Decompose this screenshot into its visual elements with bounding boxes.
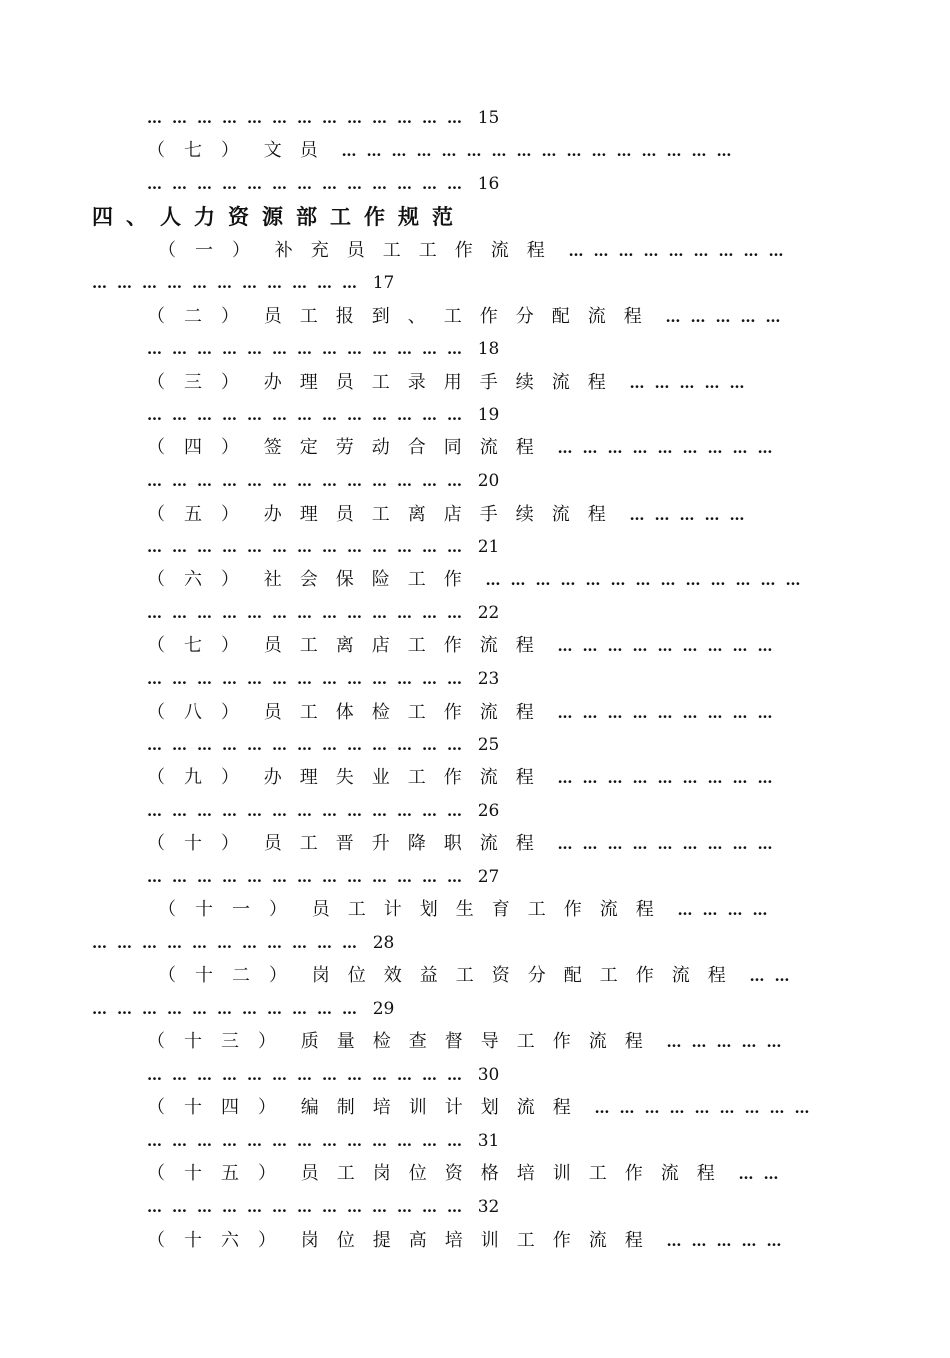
dot-leader: ………………………………… [147, 736, 472, 754]
entry-title: 签定劳动合同流程 [263, 437, 552, 458]
entry-number: （十） [147, 833, 258, 854]
dot-leader: ………… [677, 901, 778, 919]
page-number: 27 [477, 867, 500, 887]
entry-number: （十五） [147, 1163, 295, 1184]
toc-entry[interactable] [147, 140, 741, 162]
page-number: 23 [477, 669, 500, 689]
dot-leader: …………………………… [92, 274, 367, 292]
dot-leader: ………………………………… [147, 802, 472, 820]
toc-dot-leader [147, 404, 499, 426]
toc-dot-leader [147, 1064, 499, 1086]
entry-number: （八） [147, 702, 258, 723]
dot-leader: ……………………… [557, 769, 783, 787]
dot-leader: ………………………………… [147, 406, 472, 424]
toc-entry[interactable] [147, 372, 754, 394]
entry-title: 办理失业工作流程 [263, 767, 552, 788]
entry-number: （十四） [147, 1097, 295, 1118]
entry-title: 员工岗位资格培训工作流程 [300, 1163, 733, 1184]
toc-entry[interactable] [147, 1031, 791, 1053]
entry-title: 文员 [263, 140, 336, 161]
entry-title: 岗位效益工资分配工作流程 [311, 965, 744, 986]
entry-number: （七） [147, 140, 258, 161]
entry-number: （五） [147, 504, 258, 525]
page-number: 29 [372, 999, 395, 1019]
toc-entry[interactable] [147, 437, 782, 459]
toc-entry[interactable] [147, 767, 782, 789]
page-number: 21 [477, 537, 500, 557]
page-number: 20 [477, 471, 500, 491]
dot-leader: …………… [666, 1033, 792, 1051]
dot-leader: ………………………………… [147, 472, 472, 490]
toc-dot-leader [147, 866, 499, 888]
entry-number: （六） [147, 569, 258, 590]
entry-title: 编制培训计划流程 [300, 1097, 589, 1118]
page-number: 18 [477, 339, 500, 359]
toc-dot-leader [147, 1130, 499, 1152]
entry-title: 员工离店工作流程 [263, 635, 552, 656]
entry-title: 员工体检工作流程 [263, 702, 552, 723]
page-number: 22 [477, 603, 500, 623]
toc-entry[interactable] [147, 306, 790, 328]
entry-number: （十三） [147, 1031, 295, 1052]
toc-entry[interactable] [147, 1163, 788, 1185]
dot-leader: ………………………………… [147, 340, 472, 358]
dot-leader: ………………………………… [147, 1198, 472, 1216]
dot-leader: …………………………… [92, 934, 367, 952]
entry-number: （十二） [158, 965, 306, 986]
toc-dot-leader [147, 173, 499, 195]
dot-leader: ………………………………… [147, 1066, 472, 1084]
entry-title: 补充员工工作流程 [274, 240, 563, 261]
entry-title: 员工报到、工作分配流程 [263, 306, 660, 327]
page-number: 17 [372, 273, 395, 293]
dot-leader: …………… [666, 1232, 792, 1250]
dot-leader: ………………………………… [147, 175, 472, 193]
toc-entry[interactable] [147, 702, 782, 724]
page-number: 26 [477, 801, 500, 821]
dot-leader: ………………………………… [147, 109, 472, 127]
entry-title: 岗位提高培训工作流程 [300, 1230, 661, 1251]
entry-title: 质量检查督导工作流程 [300, 1031, 661, 1052]
entry-title: 员工晋升降职流程 [263, 833, 552, 854]
entry-number: （一） [158, 240, 269, 261]
page-number: 15 [477, 108, 500, 128]
entry-title: 办理员工录用手续流程 [263, 372, 624, 393]
dot-leader: ………………………………… [147, 1132, 472, 1150]
toc-dot-leader [147, 800, 499, 822]
dot-leader: ……………………… [568, 242, 794, 260]
entry-number: （四） [147, 437, 258, 458]
entry-number: （十一） [158, 899, 306, 920]
dot-leader: ……………………… [594, 1099, 820, 1117]
entry-title: 社会保险工作 [263, 569, 480, 590]
dot-leader: ……………………… [557, 439, 783, 457]
page-number: 30 [477, 1065, 500, 1085]
page-number: 25 [477, 735, 500, 755]
dot-leader: ………………………………… [147, 670, 472, 688]
dot-leader: ………………………………… [147, 538, 472, 556]
toc-dot-leader [92, 272, 394, 294]
toc-dot-leader [92, 998, 394, 1020]
toc-entry[interactable] [158, 899, 777, 921]
dot-leader: ………………………………………… [341, 142, 742, 160]
dot-leader: …………… [629, 506, 755, 524]
toc-dot-leader [147, 602, 499, 624]
toc-entry[interactable] [147, 635, 782, 657]
toc-entry[interactable] [147, 833, 782, 855]
dot-leader: …………………………… [92, 1000, 367, 1018]
page-number: 19 [477, 405, 500, 425]
toc-entry[interactable] [147, 504, 754, 526]
dot-leader: …… [749, 967, 800, 985]
toc-entry[interactable] [158, 965, 799, 987]
page-number: 28 [372, 933, 395, 953]
toc-dot-leader [147, 338, 499, 360]
dot-leader: …… [738, 1165, 789, 1183]
toc-dot-leader [92, 932, 394, 954]
dot-leader: ……………………… [557, 704, 783, 722]
dot-leader: ………………………………… [485, 571, 811, 589]
entry-title: 办理员工离店手续流程 [263, 504, 624, 525]
toc-entry[interactable] [147, 569, 810, 591]
page-number: 16 [477, 174, 500, 194]
entry-number: （九） [147, 767, 258, 788]
toc-dot-leader [147, 1196, 499, 1218]
toc-entry[interactable] [158, 240, 793, 262]
dot-leader: …………… [629, 374, 755, 392]
toc-dot-leader [147, 734, 499, 756]
dot-leader: ……………………… [557, 835, 783, 853]
entry-number: （七） [147, 635, 258, 656]
toc-dot-leader [147, 470, 499, 492]
entry-title: 员工计划生育工作流程 [311, 899, 672, 920]
entry-number: （十六） [147, 1230, 295, 1251]
toc-dot-leader [147, 107, 499, 129]
toc-dot-leader [147, 668, 499, 690]
dot-leader: ……………………… [557, 637, 783, 655]
entry-number: （二） [147, 306, 258, 327]
page-number: 31 [477, 1131, 500, 1151]
toc-dot-leader [147, 536, 499, 558]
toc-entry[interactable] [147, 1097, 819, 1119]
dot-leader: ………………………………… [147, 868, 472, 886]
section-heading: 四、人力资源部工作规范 [92, 205, 466, 229]
dot-leader: …………… [665, 308, 791, 326]
entry-number: （三） [147, 372, 258, 393]
toc-entry[interactable] [147, 1230, 791, 1252]
page-number: 32 [477, 1197, 500, 1217]
dot-leader: ………………………………… [147, 604, 472, 622]
